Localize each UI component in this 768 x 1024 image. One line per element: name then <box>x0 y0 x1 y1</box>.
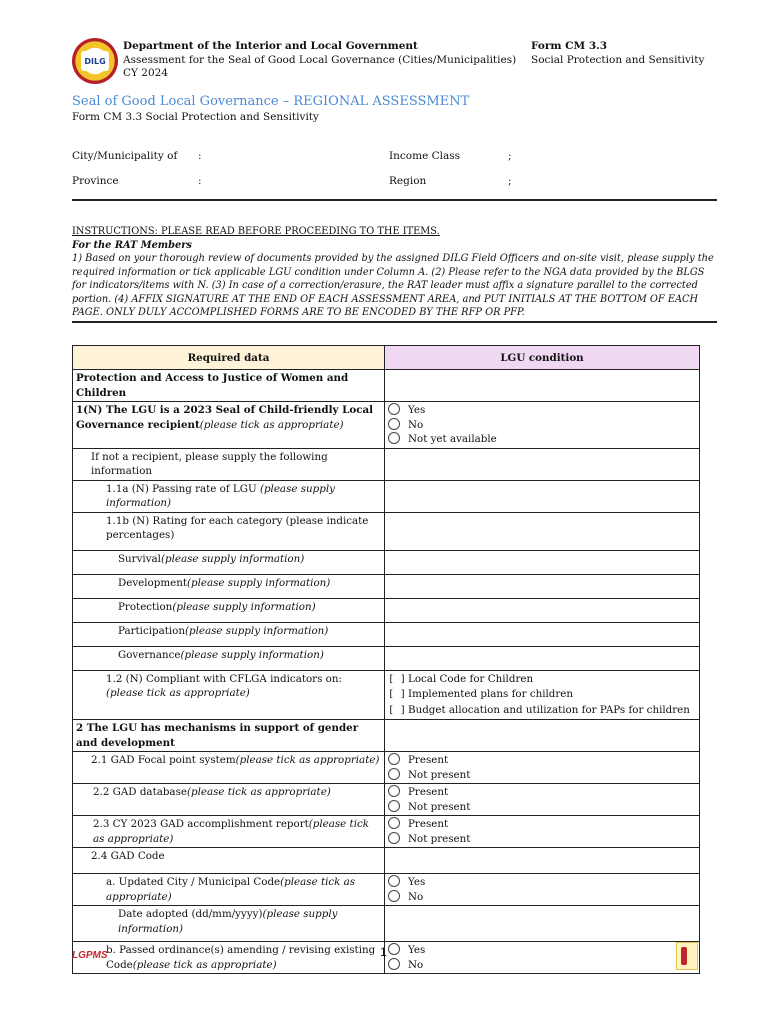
checkbox-icon[interactable]: [ ] <box>388 704 407 716</box>
option-label: Not present <box>408 768 471 781</box>
income-class-label: Income Class <box>389 150 461 162</box>
row-date-adopted <box>73 906 385 942</box>
option-not-present[interactable] <box>388 768 696 783</box>
row-protection-text: Protection <box>118 600 173 613</box>
row-2-2-text: 2.2 GAD database <box>93 786 187 798</box>
row-1-1b <box>73 512 385 550</box>
option-present[interactable] <box>388 753 696 768</box>
row-2-4b-options <box>385 942 700 974</box>
input-cell[interactable] <box>385 646 700 670</box>
department-name: Department of the Interior and Local Government <box>123 40 418 52</box>
radio-icon[interactable] <box>388 785 400 797</box>
option-yes[interactable] <box>388 943 696 958</box>
option-label: Yes <box>408 404 426 416</box>
option-present[interactable] <box>388 785 696 800</box>
checkbox-implemented-plans[interactable] <box>388 687 696 703</box>
empty-cell <box>385 720 700 752</box>
option-label: Not present <box>408 832 471 845</box>
option-label: Budget allocation and utilization for PAPs for children <box>408 703 690 716</box>
empty-cell <box>385 370 700 402</box>
option-label: Present <box>408 786 449 798</box>
checkbox-icon[interactable]: [ ] <box>388 673 407 685</box>
row-2-1-options <box>385 752 700 784</box>
page-title: Seal of Good Local Governance – REGIONAL ASSESSMENT <box>72 94 470 109</box>
row-1-2 <box>73 670 385 720</box>
row-2-4b-hint: (please tick as appropriate) <box>132 958 277 971</box>
row-protection-hint: (please supply information) <box>172 600 316 613</box>
radio-icon[interactable] <box>388 403 400 415</box>
checkbox-local-code[interactable] <box>388 672 696 688</box>
row-2-4-text: 2.4 GAD Code <box>91 850 165 862</box>
radio-icon[interactable] <box>388 875 400 887</box>
option-label: Present <box>408 754 449 766</box>
row-1-1b-text: 1.1b (N) Rating for each category (please indicate percentages) <box>106 514 369 541</box>
row-if-not-recipient <box>73 448 385 480</box>
checkbox-icon[interactable]: [ ] <box>388 689 407 700</box>
lgpms-logo: LGPMS <box>72 950 108 961</box>
option-no[interactable] <box>388 890 696 905</box>
divider-instructions <box>72 321 717 323</box>
page-number: 1 <box>380 945 387 959</box>
row-survival-text: Survival <box>118 552 161 565</box>
row-1-1a <box>73 480 385 512</box>
option-label: Not present <box>408 800 471 813</box>
row-development-text: Development <box>118 576 187 589</box>
option-not-present[interactable] <box>388 800 696 815</box>
option-label: No <box>408 418 424 431</box>
row-1-text: 1(N) The LGU is a 2023 Seal of Child-friendly Local Governance recipient <box>76 404 374 431</box>
option-present[interactable] <box>388 817 696 832</box>
city-colon: : <box>198 150 202 162</box>
radio-icon[interactable] <box>388 958 400 970</box>
col-lgu-condition: LGU condition <box>385 346 700 370</box>
row-1-2-text: 1.2 (N) Compliant with CFLGA indicators on: <box>106 672 342 685</box>
option-label: Yes <box>408 944 426 956</box>
row-2-3 <box>73 816 385 848</box>
radio-icon[interactable] <box>388 832 400 844</box>
page-subtitle: Form CM 3.3 Social Protection and Sensitivity <box>72 111 319 123</box>
row-2-3-hint: (please tick as appropriate) <box>93 818 369 845</box>
region-label: Region <box>389 175 427 187</box>
input-cell[interactable] <box>385 622 700 646</box>
row-date-adopted-text: Date adopted (dd/mm/yyyy) <box>118 908 263 920</box>
section-protection-label: Protection and Access to Justice of Women and Children <box>76 372 349 399</box>
province-colon: : <box>198 175 202 187</box>
radio-icon[interactable] <box>388 800 400 812</box>
row-participation-hint: (please supply information) <box>185 624 329 637</box>
income-class-colon: ; <box>508 150 512 162</box>
input-cell[interactable] <box>385 848 700 874</box>
radio-icon[interactable] <box>388 432 400 444</box>
row-2-2-options <box>385 784 700 816</box>
option-label: No <box>408 890 424 903</box>
option-label: Yes <box>408 876 426 888</box>
row-2-4a-text: a. Updated City / Municipal Code <box>106 876 281 888</box>
row-1-1a-hint: (please supply information) <box>106 482 335 509</box>
province-label: Province <box>72 175 119 187</box>
row-2-4b <box>73 942 385 974</box>
option-label: Not yet available <box>408 433 497 445</box>
row-2-2 <box>73 784 385 816</box>
option-not-yet-available[interactable] <box>388 432 696 447</box>
instructions-body: 1) Based on your thorough review of documents provided by the assigned DILG Field Officers and on-site visit, please supply the required information or tick applicable LGU condition under Column A. (2) Please refer to the NGA data provided by the BLGS for indicators/items with N. (3) In case of a correction/erasure, the RAT leader must affix a signature parallel to the corrected portion. (4) AFFIX SIGNATURE AT THE END OF EACH ASSESSMENT AREA, and PUT INITIALS AT THE BOTTOM OF EACH PAGE. ONLY DULY ACCOMPLISHED FORMS ARE TO BE ENCODED BY THE RFP OR PFP. <box>72 253 714 318</box>
option-label: Local Code for Children <box>408 672 534 685</box>
divider-top <box>72 199 717 201</box>
option-no[interactable] <box>388 958 696 973</box>
row-governance-hint: (please supply information) <box>180 648 324 661</box>
section-protection <box>73 370 385 402</box>
form-number: Form CM 3.3 <box>531 40 608 52</box>
row-1-2-hint: (please tick as appropriate) <box>106 687 250 699</box>
row-participation <box>73 622 385 646</box>
row-2-1-text: 2.1 GAD Focal point system <box>91 754 236 766</box>
radio-icon[interactable] <box>388 768 400 780</box>
row-2-4a-hint: (please tick as appropriate) <box>106 876 356 903</box>
row-2-3-text: 2.3 CY 2023 GAD accomplishment report <box>93 818 309 830</box>
row-survival <box>73 550 385 574</box>
radio-icon[interactable] <box>388 890 400 902</box>
radio-icon[interactable] <box>388 418 400 430</box>
instructions <box>72 225 717 320</box>
checkbox-budget[interactable] <box>388 703 696 719</box>
row-date-adopted-hint: (please supply information) <box>118 908 338 935</box>
row-2-3-options <box>385 816 700 848</box>
row-governance-text: Governance <box>118 648 181 661</box>
row-1-label <box>73 402 385 449</box>
input-cell[interactable] <box>385 598 700 622</box>
calendar-year: CY 2024 <box>123 67 169 79</box>
option-label: Present <box>408 818 449 830</box>
city-label: City/Municipality of <box>72 150 178 162</box>
row-governance <box>73 646 385 670</box>
row-2-1-hint: (please tick as appropriate) <box>235 754 380 766</box>
seal-logo <box>676 942 698 970</box>
instructions-heading: INSTRUCTIONS: PLEASE READ BEFORE PROCEEDING TO THE ITEMS. <box>72 226 440 237</box>
radio-icon[interactable] <box>388 943 400 955</box>
row-development-hint: (please supply information) <box>186 576 331 589</box>
row-2-4 <box>73 848 385 874</box>
instructions-rat: For the RAT Members <box>72 239 192 251</box>
header-right <box>531 40 704 67</box>
row-development <box>73 574 385 598</box>
option-yes[interactable] <box>388 403 696 418</box>
region-colon: ; <box>508 175 512 187</box>
input-cell[interactable] <box>385 448 700 480</box>
input-cell[interactable] <box>385 574 700 598</box>
radio-icon[interactable] <box>388 817 400 829</box>
option-label: Implemented plans for children <box>408 688 574 700</box>
assessment-name: Assessment for the Seal of Good Local Governance (Cities/Municipalities) <box>123 53 517 66</box>
option-yes[interactable] <box>388 875 696 890</box>
row-protection <box>73 598 385 622</box>
option-no[interactable] <box>388 418 696 433</box>
assessment-table <box>72 345 700 974</box>
row-2-2-hint: (please tick as appropriate) <box>186 786 331 798</box>
row-1-hint: (please tick as appropriate) <box>199 418 344 431</box>
col-required-data: Required data <box>73 346 385 370</box>
row-participation-text: Participation <box>118 624 186 637</box>
option-label: No <box>408 958 424 971</box>
row-2-4a <box>73 874 385 906</box>
section-gad <box>73 720 385 752</box>
radio-icon[interactable] <box>388 753 400 765</box>
row-2-4a-options <box>385 874 700 906</box>
option-not-present[interactable] <box>388 832 696 847</box>
dilg-logo-text: DILG <box>81 51 109 71</box>
header-left <box>123 40 516 81</box>
row-2-1 <box>73 752 385 784</box>
row-1-options <box>385 402 700 449</box>
input-cell[interactable] <box>385 906 700 942</box>
row-1-2-options <box>385 670 700 720</box>
input-cell[interactable] <box>385 512 700 550</box>
row-if-not-text: If not a recipient, please supply the following information <box>91 450 328 477</box>
form-area: Social Protection and Sensitivity <box>531 53 705 66</box>
input-cell[interactable] <box>385 480 700 512</box>
input-cell[interactable] <box>385 550 700 574</box>
seal-mark-icon <box>681 947 687 965</box>
section-gad-label: 2 The LGU has mechanisms in support of gender and development <box>76 722 359 749</box>
row-1-1a-text: 1.1a (N) Passing rate of LGU <box>106 482 260 495</box>
row-2-4b-text: b. Passed ordinance(s) amending / revising existing Code <box>106 944 376 971</box>
dilg-logo <box>72 38 118 84</box>
row-survival-hint: (please supply information) <box>160 552 305 565</box>
